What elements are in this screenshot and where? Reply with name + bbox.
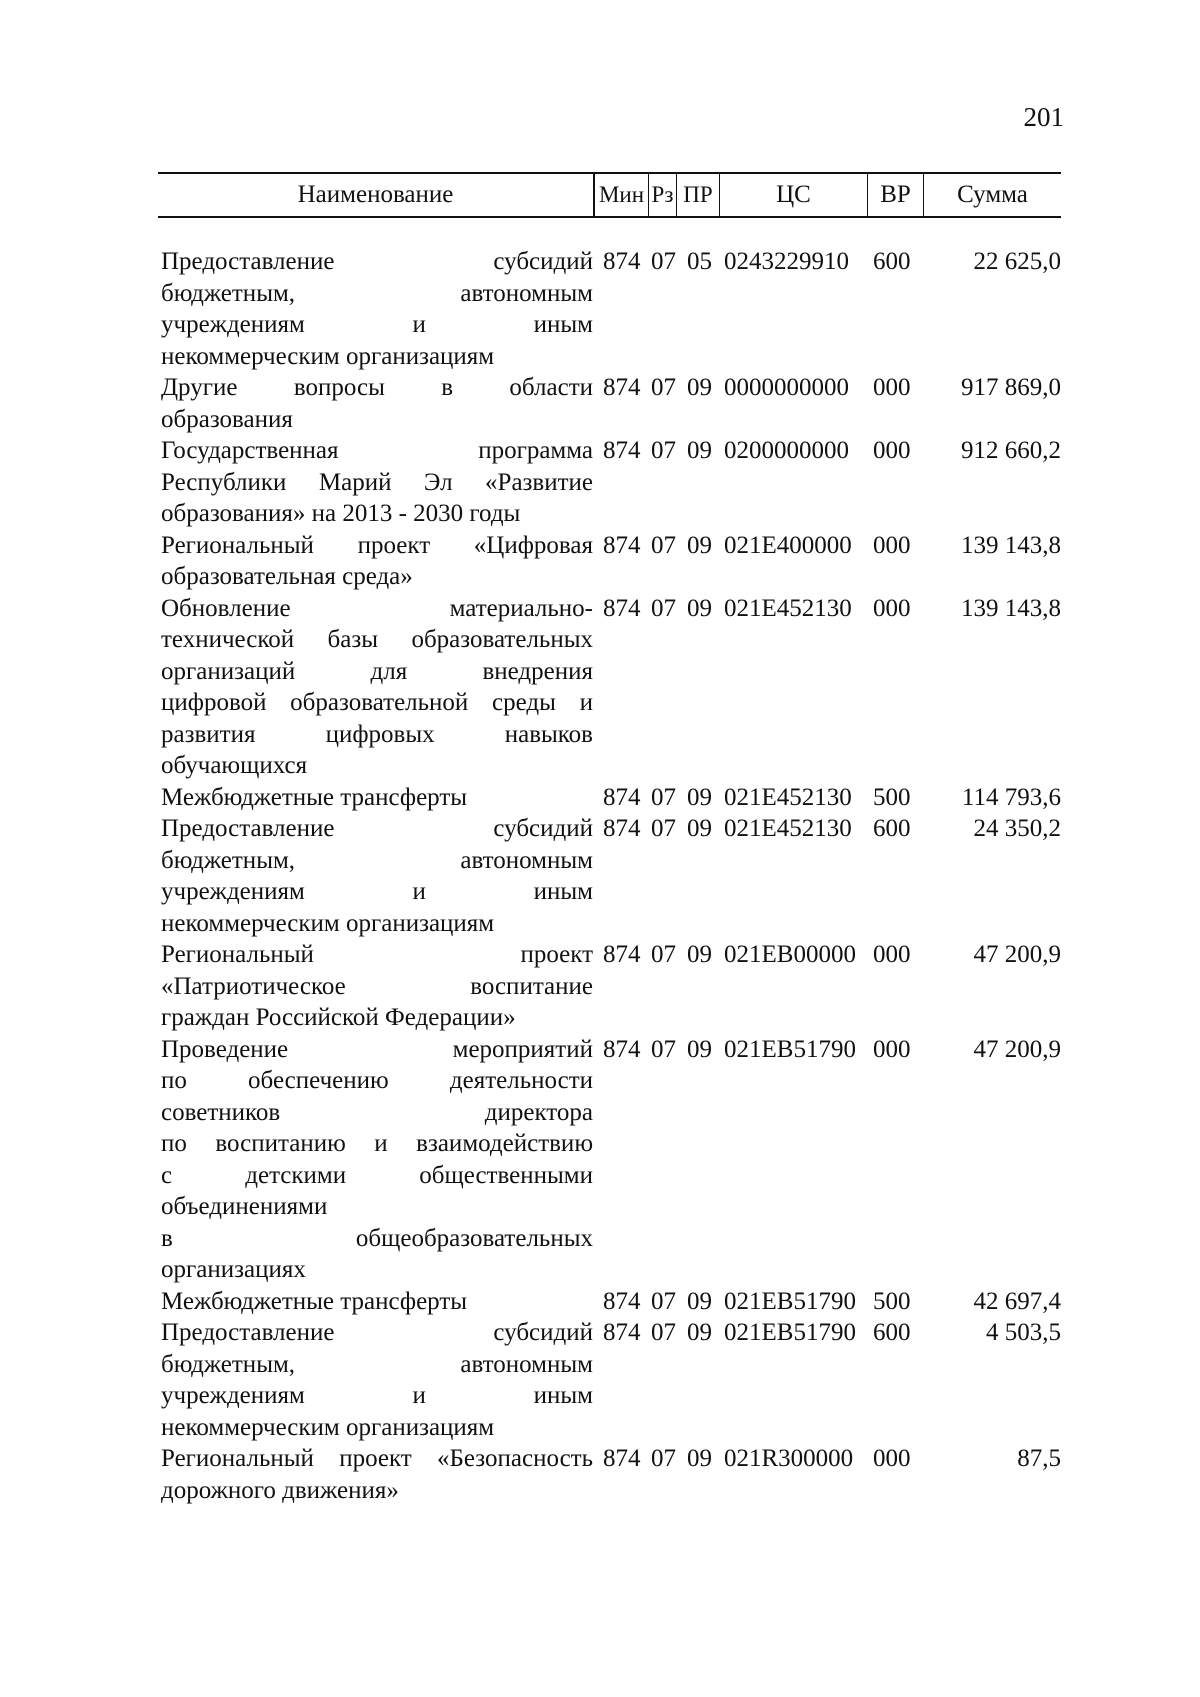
table-row	[0, 530, 1200, 593]
row-name-line: некоммерческим организациям	[161, 1413, 495, 1441]
row-sum: 139 143,8	[961, 594, 1061, 622]
row-name-line: «Патриотическое воспитание	[161, 972, 593, 1000]
row-cs: 021EB51790	[724, 1035, 856, 1063]
row-sum: 114 793,6	[961, 783, 1061, 811]
row-name-line: граждан Российской Федерации»	[161, 1004, 516, 1031]
row-name-line: дорожного движения»	[161, 1476, 399, 1504]
row-vr: 000	[873, 437, 911, 464]
row-name	[161, 1443, 593, 1506]
row-pr: 09	[687, 374, 712, 401]
row-pr: 09	[687, 1445, 712, 1472]
row-name-line: бюджетным, автономным	[161, 1350, 593, 1378]
row-vr: 000	[873, 594, 911, 622]
row-min: 874	[603, 783, 641, 811]
row-vr: 000	[873, 941, 911, 968]
row-name-line: Предоставление субсидий	[161, 248, 593, 275]
row-pr: 09	[687, 783, 712, 811]
row-vr: 500	[873, 1287, 911, 1315]
table-row	[0, 246, 1200, 372]
row-vr: 000	[873, 1035, 911, 1063]
row-name-line: организациях	[161, 1256, 306, 1283]
row-name-line: бюджетным, автономным	[161, 279, 593, 307]
row-name-line: образования» на 2013 - 2030 годы	[161, 500, 521, 527]
row-vr: 600	[873, 815, 911, 842]
row-name-line: организаций для внедрения	[161, 657, 593, 685]
row-name	[161, 530, 593, 593]
table-row	[0, 782, 1200, 814]
header-rz: Рз	[649, 174, 677, 216]
row-vr: 600	[873, 248, 911, 275]
row-name-line: в общеобразовательных	[161, 1224, 593, 1252]
row-name-line: Предоставление субсидий	[161, 1319, 593, 1346]
row-name	[161, 782, 593, 814]
row-sum: 47 200,9	[973, 1035, 1061, 1063]
row-cs: 021E452130	[724, 783, 852, 811]
row-name	[161, 1034, 593, 1286]
row-pr: 05	[687, 248, 712, 275]
row-pr: 09	[687, 815, 712, 842]
row-rz: 07	[651, 1287, 676, 1315]
header-min: Мин	[594, 174, 649, 216]
row-cs: 021EB00000	[724, 941, 856, 968]
row-min: 874	[603, 437, 641, 464]
row-cs: 021E400000	[724, 531, 852, 559]
row-sum: 4 503,5	[986, 1319, 1061, 1346]
row-min: 874	[603, 1287, 641, 1315]
row-cs: 021E452130	[724, 815, 852, 842]
row-cs: 021R300000	[724, 1445, 854, 1472]
row-name-line: объединениями	[161, 1193, 328, 1220]
header-cs: ЦС	[720, 174, 868, 216]
table-row	[0, 939, 1200, 1034]
row-name-line: по воспитанию и взаимодействию	[161, 1130, 593, 1157]
row-name-line: учреждениям и иным	[161, 311, 593, 338]
row-name-line: технической базы образовательных	[161, 626, 593, 653]
header-pr: ПР	[677, 174, 720, 216]
table-row	[0, 1443, 1200, 1506]
row-min: 874	[603, 248, 641, 275]
header-sum: Сумма	[957, 181, 1028, 208]
table-row	[0, 1034, 1200, 1286]
header-vr: ВР	[868, 174, 924, 216]
row-name-line: обучающихся	[161, 752, 308, 779]
row-rz: 07	[651, 783, 676, 811]
row-sum: 42 697,4	[973, 1287, 1061, 1315]
row-rz: 07	[651, 594, 676, 622]
row-name-line: цифровой образовательной среды и	[161, 689, 593, 716]
row-min: 874	[603, 1035, 641, 1063]
row-name-line: с детскими общественными	[161, 1161, 593, 1189]
row-rz: 07	[651, 815, 676, 842]
row-name	[161, 1286, 593, 1318]
row-name-line: Межбюджетные трансферты	[161, 1287, 468, 1315]
row-sum: 22 625,0	[973, 248, 1061, 275]
row-name-line: Другие вопросы в области	[161, 374, 593, 401]
table-row	[0, 593, 1200, 782]
row-vr: 600	[873, 1319, 911, 1346]
row-min: 874	[603, 941, 641, 968]
row-min: 874	[603, 374, 641, 401]
row-pr: 09	[687, 1035, 712, 1063]
row-rz: 07	[651, 248, 676, 275]
row-name-line: Региональный проект «Безопасность	[161, 1445, 593, 1472]
row-pr: 09	[687, 531, 712, 559]
row-rz: 07	[651, 941, 676, 968]
row-sum: 917 869,0	[961, 374, 1061, 401]
row-cs: 0243229910	[724, 248, 849, 275]
row-name-line: Межбюджетные трансферты	[161, 783, 468, 811]
row-rz: 07	[651, 531, 676, 559]
row-name-line: Региональный проект «Цифровая	[161, 531, 593, 559]
row-rz: 07	[651, 1035, 676, 1063]
row-cs: 0200000000	[724, 437, 849, 464]
row-rz: 07	[651, 437, 676, 464]
row-name-line: развития цифровых навыков	[161, 720, 593, 748]
table-row	[0, 813, 1200, 939]
table-row	[0, 372, 1200, 435]
row-min: 874	[603, 1319, 641, 1346]
row-name-line: Предоставление субсидий	[161, 815, 593, 842]
row-name-line: советников директора	[161, 1098, 593, 1126]
row-name-line: бюджетным, автономным	[161, 846, 593, 874]
row-name-line: образовательная среда»	[161, 563, 413, 590]
row-name-line: некоммерческим организациям	[161, 342, 495, 370]
row-min: 874	[603, 815, 641, 842]
row-vr: 500	[873, 783, 911, 811]
row-pr: 09	[687, 594, 712, 622]
row-cs: 021EB51790	[724, 1287, 856, 1315]
table-body	[0, 246, 1200, 1506]
row-name-line: Обновление материально-	[161, 594, 593, 622]
row-name-line: Проведение мероприятий	[161, 1035, 593, 1063]
row-name	[161, 593, 593, 782]
row-pr: 09	[687, 1319, 712, 1346]
table-row	[0, 1286, 1200, 1318]
row-sum: 912 660,2	[961, 437, 1061, 464]
row-name-line: Государственная программа	[161, 437, 593, 464]
header-name: Наименование	[158, 174, 594, 216]
row-name	[161, 1317, 593, 1443]
row-vr: 000	[873, 374, 911, 401]
row-cs: 021E452130	[724, 594, 852, 622]
row-name-line: Региональный проект	[161, 941, 593, 968]
row-sum: 24 350,2	[973, 815, 1061, 842]
row-name-line: по обеспечению деятельности	[161, 1067, 593, 1094]
row-min: 874	[603, 531, 641, 559]
row-sum: 139 143,8	[961, 531, 1061, 559]
row-pr: 09	[687, 941, 712, 968]
row-name-line: образования	[161, 405, 293, 433]
row-pr: 09	[687, 437, 712, 464]
row-name-line: учреждениям и иным	[161, 1382, 593, 1409]
row-rz: 07	[651, 1445, 676, 1472]
row-name	[161, 246, 593, 372]
row-sum: 87,5	[1017, 1445, 1061, 1472]
row-name-line: Республики Марий Эл «Развитие	[161, 468, 593, 496]
row-cs: 0000000000	[724, 374, 849, 401]
row-name-line: учреждениям и иным	[161, 878, 593, 905]
table-row	[0, 435, 1200, 530]
row-pr: 09	[687, 1287, 712, 1315]
row-min: 874	[603, 1445, 641, 1472]
row-rz: 07	[651, 374, 676, 401]
row-name-line: некоммерческим организациям	[161, 909, 495, 937]
row-name	[161, 435, 593, 530]
table-row	[0, 1317, 1200, 1443]
table-header-bottom-rule	[158, 216, 1061, 218]
row-name	[161, 939, 593, 1034]
row-rz: 07	[651, 1319, 676, 1346]
row-vr: 000	[873, 1445, 911, 1472]
row-min: 874	[603, 594, 641, 622]
page-number: 201	[1023, 102, 1064, 132]
row-name	[161, 372, 593, 435]
row-cs: 021EB51790	[724, 1319, 856, 1346]
row-name	[161, 813, 593, 939]
row-vr: 000	[873, 531, 911, 559]
row-sum: 47 200,9	[973, 941, 1061, 968]
